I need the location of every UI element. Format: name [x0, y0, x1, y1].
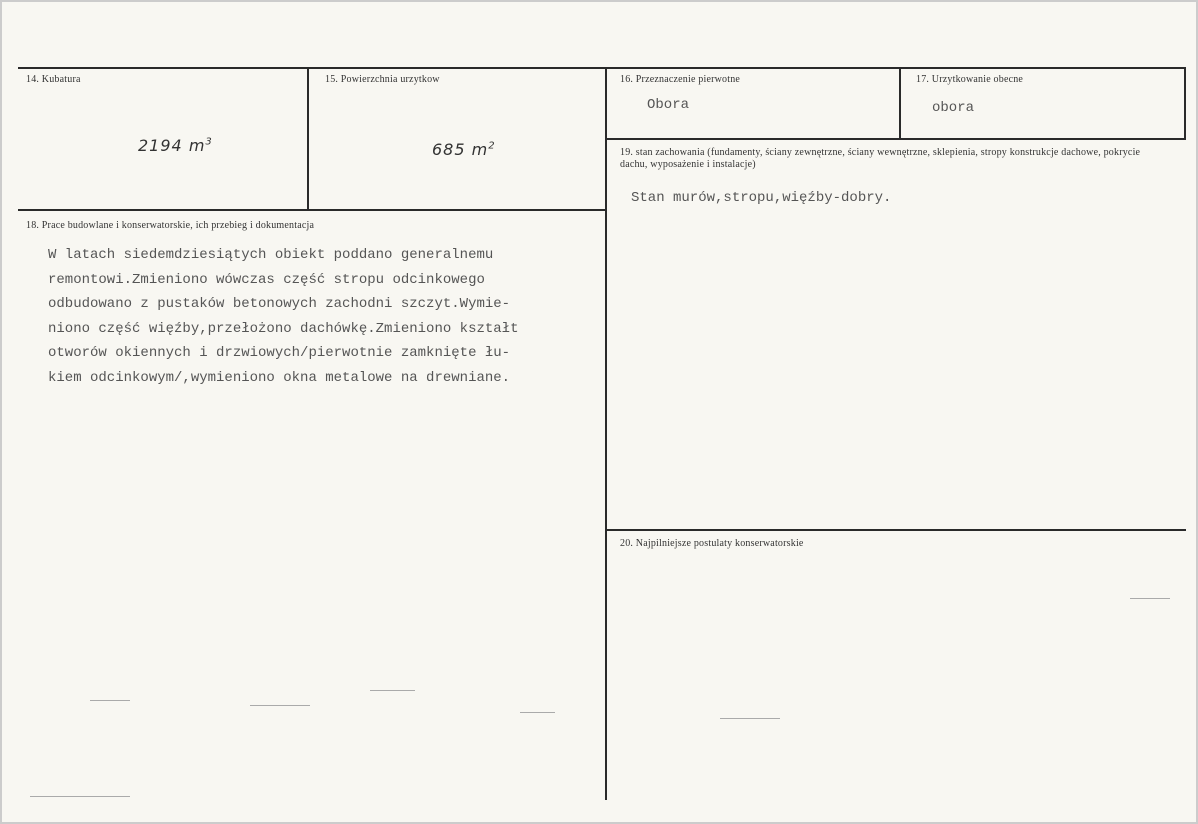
rule-h-16-17	[607, 138, 1186, 140]
przeznaczenie-value: Obora	[647, 97, 690, 113]
prace-label: 18. Prace budowlane i konserwatorskie, ich przebieg i dokumentacja	[26, 220, 315, 231]
prace-line: niono część więźby,przełożono dachówkę.Zmieniono kształt	[48, 320, 519, 337]
rule-v-center	[605, 67, 607, 800]
prace-line: W latach siedemdziesiątych obiekt poddano generalnemu	[48, 247, 494, 263]
powierzchnia-number: 685	[432, 140, 466, 159]
kubatura-number: 2194	[138, 136, 183, 155]
powierzchnia-label: 15. Powierzchnia urzytkow	[325, 74, 440, 85]
rule-v-14-15	[307, 67, 309, 209]
uzytkowanie-label: 17. Urzytkowanie obecne	[916, 74, 1024, 85]
scan-speck	[90, 700, 130, 701]
rule-h-20	[607, 529, 1186, 531]
stan-zachowania-label: 19. stan zachowania (fundamenty, ściany zewnętrzne, ściany wewnętrzne, sklepienia, stropy konstrukcje dachowe, pokrycie dachu, wyposażenie i instalacje)	[620, 147, 1141, 170]
przeznaczenie-label: 16. Przeznaczenie pierwotne	[620, 74, 741, 85]
prace-line: kiem odcinkowym/,wymieniono okna metalowe na drewniane.	[48, 369, 511, 386]
kubatura-unit: m	[188, 136, 206, 155]
rule-h-18	[18, 209, 607, 211]
powierzchnia-unit: m	[471, 140, 489, 159]
scan-speck	[250, 705, 310, 706]
rule-v-right	[1184, 67, 1186, 139]
kubatura-value	[138, 136, 213, 155]
scan-speck	[720, 718, 780, 719]
scan-speck	[30, 796, 130, 797]
prace-line: otworów okiennych i drzwiowych/pierwotnie zamknięte łu-	[48, 345, 511, 361]
scan-speck	[1130, 598, 1170, 599]
top-rule	[18, 67, 1186, 69]
postulaty-label: 20. Najpilniejsze postulaty konserwatorskie	[620, 538, 804, 549]
rule-v-16-17	[899, 67, 901, 139]
scan-speck	[370, 690, 415, 691]
powierzchnia-value	[432, 140, 496, 159]
prace-line: remontowi.Zmieniono wówczas część stropu odcinkowego	[48, 271, 485, 288]
scan-speck	[520, 712, 555, 713]
kubatura-unit-exp: 3	[205, 136, 213, 148]
kubatura-label: 14. Kubatura	[26, 74, 81, 85]
prace-text	[48, 243, 518, 390]
uzytkowanie-value: obora	[932, 100, 975, 116]
powierzchnia-unit-exp: 2	[488, 140, 496, 152]
prace-line: odbudowano z pustaków betonowych zachodni szczyt.Wymie-	[48, 296, 511, 312]
stan-zachowania-value: Stan murów,stropu,więźby-dobry.	[631, 190, 892, 206]
